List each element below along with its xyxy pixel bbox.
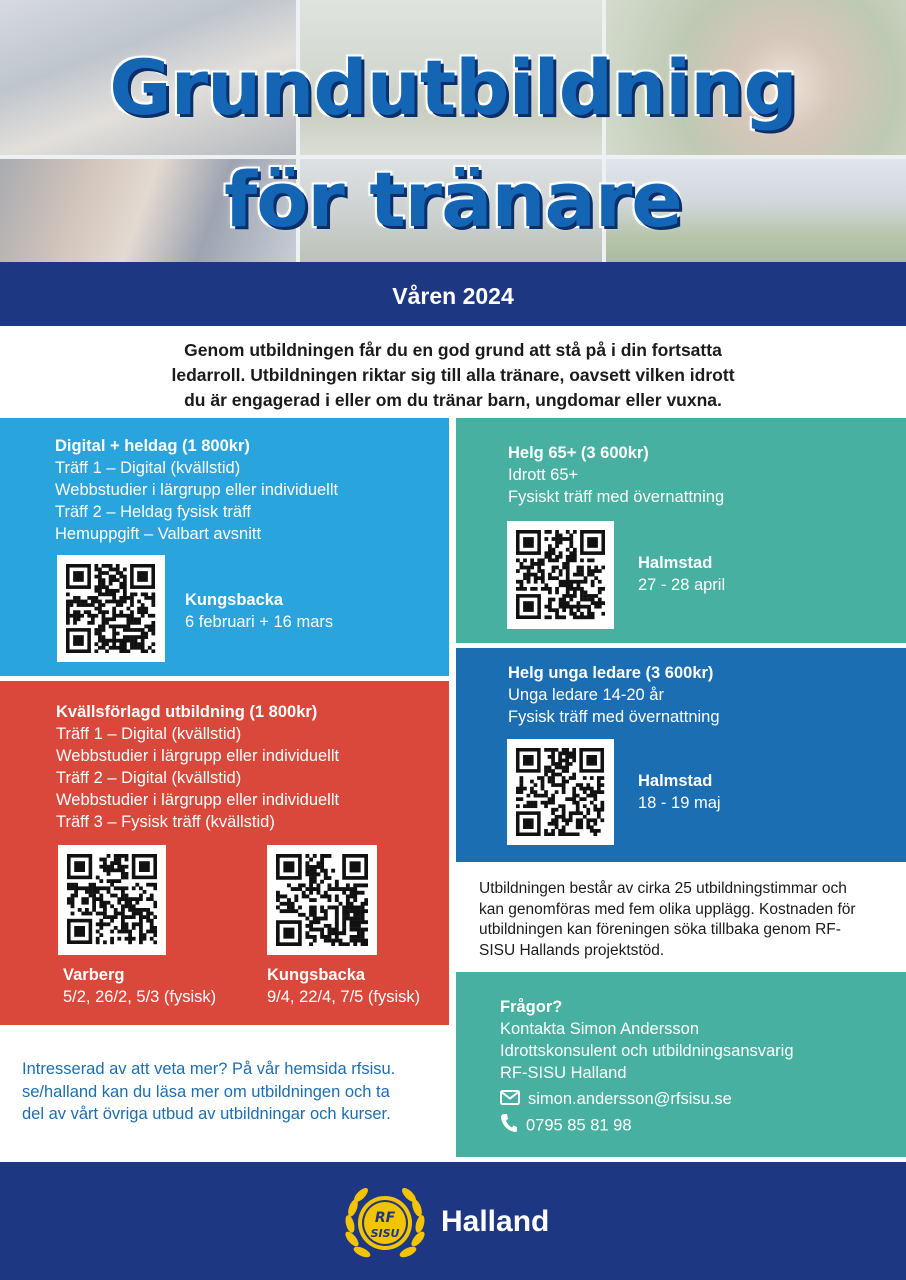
panel-line: Webbstudier i lärgrupp eller individuellt (56, 747, 340, 765)
contact-email[interactable]: simon.andersson@rfsisu.se (528, 1090, 732, 1108)
page-title-line2: för tränare (224, 155, 682, 244)
panel-line: Idrott 65+ (508, 466, 579, 484)
page-title-line1: Grundutbildning (109, 43, 797, 132)
contact-text (500, 996, 794, 1139)
logo-text-sisu: SISU (370, 1227, 400, 1240)
cost-info-line: Utbildningen består av cirka 25 utbildningstimmar och (479, 880, 847, 897)
qr-pattern (516, 748, 605, 836)
more-info-line: del av vårt övriga utbud av utbildningar och kurser. (22, 1105, 391, 1123)
location-name: Varberg (63, 966, 125, 984)
intro-line: du är engagerad i eller om du tränar barn, ungdomar eller vuxna. (184, 390, 722, 410)
location-block (638, 552, 725, 596)
panel-line: Träff 2 – Digital (kvällstid) (56, 769, 242, 787)
intro-text (150, 338, 756, 413)
panel-text (508, 662, 720, 728)
location-block (185, 589, 333, 633)
qr-code[interactable] (507, 521, 614, 629)
panel-line: Hemuppgift – Valbart avsnitt (55, 525, 262, 543)
location-block-kungsbacka (267, 964, 420, 1008)
location-name: Kungsbacka (185, 591, 284, 609)
more-info-line: Intresserad av att veta mer? På vår hemsida rfsisu. (22, 1060, 396, 1078)
logo-text-rf: RF (374, 1210, 396, 1226)
qr-pattern (66, 564, 156, 653)
intro-line: ledarroll. Utbildningen riktar sig till alla tränare, oavsett vilken idrott (171, 365, 735, 385)
panel-digital-heldag (0, 418, 449, 676)
location-name: Halmstad (638, 772, 713, 790)
panel-helg-65 (456, 418, 906, 643)
qr-code-kungsbacka[interactable] (267, 845, 377, 955)
qr-code-varberg[interactable] (58, 845, 166, 955)
location-dates: 9/4, 22/4, 7/5 (fysisk) (267, 988, 421, 1006)
panel-text (55, 435, 338, 545)
season-band: Våren 2024 (0, 262, 906, 326)
panel-heading: Helg 65+ (3 600kr) (508, 444, 649, 462)
more-info-text (22, 1058, 442, 1126)
qr-pattern (67, 854, 157, 946)
location-name: Kungsbacka (267, 966, 366, 984)
panel-line: Träff 1 – Digital (kvällstid) (55, 459, 241, 477)
cost-info-text (479, 879, 889, 961)
location-block (638, 770, 721, 814)
qr-code[interactable] (57, 555, 165, 662)
panel-helg-unga-ledare (456, 648, 906, 862)
panel-text (508, 442, 724, 508)
cost-info-line: utbildningen kan föreningen söka tillbaka genom RF- (479, 921, 841, 938)
more-info-line: se/halland kan du läsa mer om utbildningen och ta (22, 1082, 390, 1101)
qr-pattern (276, 854, 368, 946)
phone-icon (500, 1113, 518, 1139)
location-name: Halmstad (638, 554, 713, 572)
cost-info-line: SISU Hallands projektstöd. (479, 941, 665, 959)
panel-line: Fysisk träff med övernattning (508, 708, 720, 726)
panel-line: Webbstudier i lärgrupp eller individuellt (56, 791, 340, 809)
intro-line: Genom utbildningen får du en god grund att stå på i din fortsatta (184, 340, 722, 360)
contact-email-row[interactable] (500, 1088, 794, 1111)
panel-line: Fysiskt träff med övernattning (508, 488, 725, 506)
contact-heading: Frågor? (500, 998, 563, 1016)
location-dates: 18 - 19 maj (638, 794, 721, 812)
contact-line: Kontakta Simon Andersson (500, 1020, 700, 1038)
panel-contact (456, 972, 906, 1157)
qr-code[interactable] (507, 739, 614, 845)
panel-heading: Kvällsförlagd utbildning (1 800kr) (56, 703, 318, 721)
panel-text (56, 701, 339, 833)
panel-line: Webbstudier i lärgrupp eller individuellt (55, 481, 339, 499)
location-dates: 27 - 28 april (638, 576, 726, 594)
panel-line: Träff 1 – Digital (kvällstid) (56, 725, 242, 743)
contact-line: Idrottskonsulent och utbildningsansvarig (500, 1042, 794, 1060)
contact-line: RF-SISU Halland (500, 1064, 627, 1082)
panel-kvallsforlagd (0, 681, 449, 1025)
panel-heading: Digital + heldag (1 800kr) (55, 437, 250, 455)
header-photo-collage (0, 0, 906, 262)
footer-region-name: Halland (441, 1205, 550, 1238)
cost-info-line: kan genomföras med fem olika upplägg. Kostnaden för (479, 900, 856, 918)
rf-sisu-logo[interactable] (340, 1176, 430, 1268)
panel-heading: Helg unga ledare (3 600kr) (508, 664, 714, 682)
location-block-varberg (63, 964, 216, 1008)
envelope-icon (500, 1089, 520, 1111)
contact-phone-row[interactable] (500, 1113, 794, 1139)
location-dates: 6 februari + 16 mars (185, 613, 334, 631)
contact-phone[interactable]: 0795 85 81 98 (526, 1116, 632, 1134)
location-dates: 5/2, 26/2, 5/3 (fysisk) (63, 988, 217, 1006)
panel-line: Unga ledare 14-20 år (508, 686, 664, 704)
qr-pattern (516, 530, 605, 620)
panel-line: Träff 2 – Heldag fysisk träff (55, 503, 251, 521)
panel-line: Träff 3 – Fysisk träff (kvällstid) (56, 813, 275, 831)
